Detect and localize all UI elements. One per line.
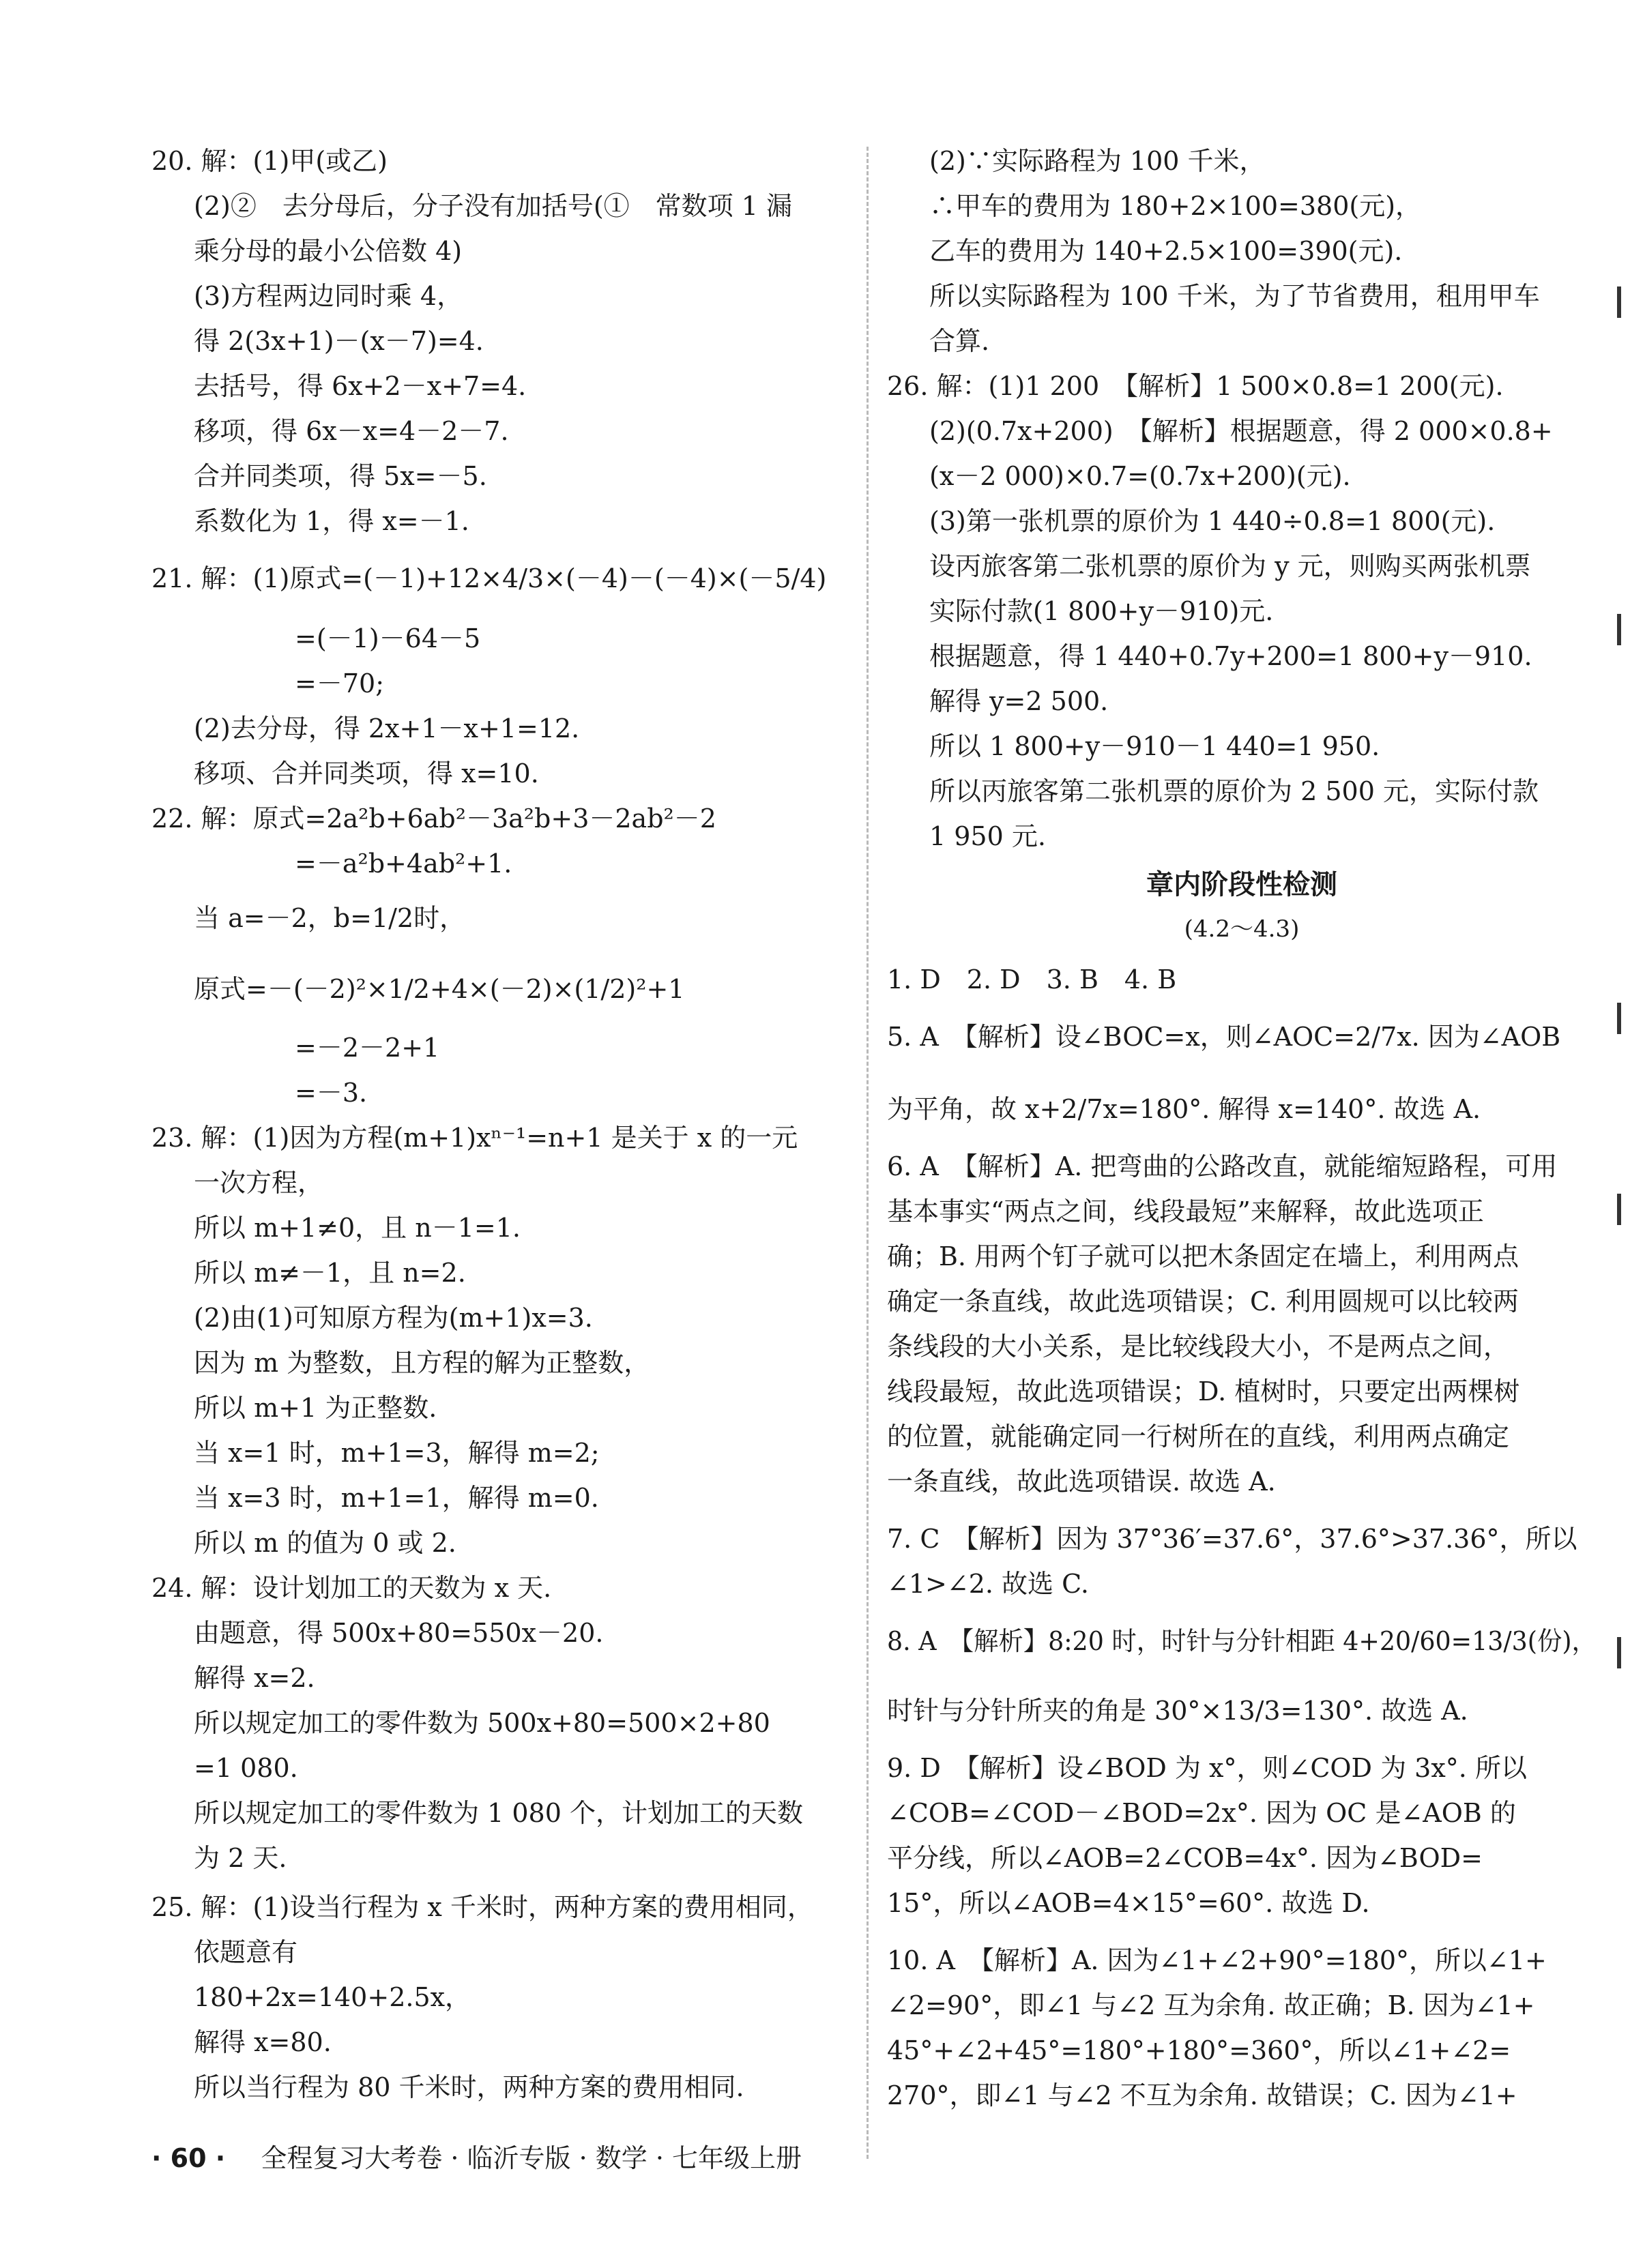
text-line: 为 2 天.	[194, 1843, 287, 1873]
page-number: · 60 ·	[151, 2143, 226, 2173]
text-line: 10. A 【解析】A. 因为∠1+∠2+90°=180°，所以∠1+	[887, 1945, 1547, 1975]
text-line: 9. D 【解析】设∠BOD 为 x°，则∠COD 为 3x°. 所以	[887, 1753, 1527, 1783]
text-line: 所以实际路程为 100 千米，为了节省费用，租用甲车	[929, 281, 1540, 311]
text-line: (2)② 去分母后，分子没有加括号(① 常数项 1 漏	[194, 191, 792, 221]
footer-title: 全程复习大考卷 · 临沂专版 · 数学 · 七年级上册	[261, 2143, 802, 2173]
text-line: 所以规定加工的零件数为 500x+80=500×2+80	[194, 1708, 770, 1738]
text-line: 所以丙旅客第二张机票的原价为 2 500 元，实际付款	[929, 776, 1539, 806]
text-line: 所以 m+1 为正整数.	[194, 1393, 437, 1423]
text-line: 45°+∠2+45°=180°+180°=360°，所以∠1+∠2=	[887, 2035, 1511, 2065]
text-line: 由题意，得 500x+80=550x－20.	[194, 1618, 604, 1648]
margin-mark	[1617, 1637, 1621, 1668]
text-line: 原式=－(－2)²×1/2+4×(－2)×(1/2)²+1	[194, 974, 685, 1004]
column-divider	[867, 147, 869, 2159]
text-line: 平分线，所以∠AOB=2∠COB=4x°. 因为∠BOD=	[887, 1843, 1483, 1873]
text-line: (3)方程两边同时乘 4，	[194, 281, 463, 311]
margin-mark	[1617, 1003, 1621, 1034]
text-line: 乙车的费用为 140+2.5×100=390(元).	[929, 236, 1403, 266]
text-line: 5. A 【解析】设∠BOC=x，则∠AOC=2/7x. 因为∠AOB	[887, 1022, 1561, 1052]
text-line: 依题意有	[194, 1937, 298, 1967]
text-line: 当 a=－2，b=1/2时，	[194, 903, 466, 933]
text-line: (3)第一张机票的原价为 1 440÷0.8=1 800(元).	[929, 506, 1496, 536]
text-line: 270°，即∠1 与∠2 不互为余角. 故错误；C. 因为∠1+	[887, 2080, 1517, 2110]
text-line: 一次方程，	[194, 1168, 324, 1198]
text-line: =－2－2+1	[295, 1033, 440, 1063]
text-line: 解得 x=2.	[194, 1663, 315, 1693]
text-line: 确定一条直线，故此选项错误；C. 利用圆规可以比较两	[887, 1286, 1519, 1316]
text-line: (2)(0.7x+200) 【解析】根据题意，得 2 000×0.8+	[929, 416, 1553, 446]
text-line: 20. 解：(1)甲(或乙)	[151, 146, 388, 176]
text-line: 条线段的大小关系，是比较线段大小，不是两点之间，	[887, 1331, 1510, 1361]
text-line: 去括号，得 6x+2－x+7=4.	[194, 371, 527, 401]
section-title: 章内阶段性检测	[1146, 869, 1337, 900]
text-line: 22. 解：原式=2a²b+6ab²－3a²b+3－2ab²－2	[151, 804, 716, 834]
text-line: 所以 m+1≠0，且 n－1=1.	[194, 1213, 521, 1243]
text-line: 所以 m≠－1，且 n=2.	[194, 1258, 466, 1288]
text-line: 26. 解：(1)1 200 【解析】1 500×0.8=1 200(元).	[887, 371, 1504, 401]
text-line: 8. A 【解析】8:20 时，时针与分针相距 4+20/60=13/3(份)，	[887, 1626, 1597, 1656]
text-line: 得 2(3x+1)－(x－7)=4.	[194, 326, 484, 356]
text-line: 的位置，就能确定同一行树所在的直线，利用两点确定	[887, 1422, 1510, 1452]
text-line: 解得 x=80.	[194, 2027, 332, 2057]
text-line: =－a²b+4ab²+1.	[295, 849, 512, 879]
text-line: 当 x=1 时，m+1=3，解得 m=2;	[194, 1438, 600, 1468]
text-line: 系数化为 1，得 x=－1.	[194, 506, 469, 536]
text-line: 一条直线，故此选项错误. 故选 A.	[887, 1467, 1276, 1497]
text-line: 时针与分针所夹的角是 30°×13/3=130°. 故选 A.	[887, 1696, 1468, 1726]
text-line: 所以当行程为 80 千米时，两种方案的费用相同.	[194, 2072, 744, 2102]
text-line: 根据题意，得 1 440+0.7y+200=1 800+y－910.	[929, 641, 1532, 671]
text-line: 所以 m 的值为 0 或 2.	[194, 1528, 456, 1558]
margin-mark	[1617, 286, 1621, 318]
text-line: (2)由(1)可知原方程为(m+1)x=3.	[194, 1303, 593, 1333]
text-line: ∠COB=∠COD－∠BOD=2x°. 因为 OC 是∠AOB 的	[887, 1798, 1516, 1828]
text-line: 23. 解：(1)因为方程(m+1)xⁿ⁻¹=n+1 是关于 x 的一元	[151, 1123, 798, 1153]
text-line: 所以 1 800+y－910－1 440=1 950.	[929, 731, 1380, 761]
section-subtitle: (4.2～4.3)	[1184, 915, 1300, 943]
text-line: 因为 m 为整数，且方程的解为正整数，	[194, 1348, 650, 1378]
text-line: =(－1)－64－5	[295, 623, 481, 653]
text-line: 设丙旅客第二张机票的原价为 y 元，则购买两张机票	[929, 551, 1531, 581]
text-line: 合算.	[929, 326, 990, 356]
text-line: 24. 解：设计划加工的天数为 x 天.	[151, 1573, 552, 1603]
text-line: ∴甲车的费用为 180+2×100=380(元)，	[929, 191, 1422, 221]
text-line: 确；B. 用两个钉子就可以把木条固定在墙上，利用两点	[887, 1241, 1519, 1271]
margin-mark	[1617, 614, 1621, 645]
text-line: 1 950 元.	[929, 821, 1046, 851]
text-line: 解得 y=2 500.	[929, 686, 1109, 716]
text-line: ∠1>∠2. 故选 C.	[887, 1569, 1089, 1599]
text-line: (x－2 000)×0.7=(0.7x+200)(元).	[929, 461, 1351, 491]
text-line: 线段最短，故此选项错误；D. 植树时，只要定出两棵树	[887, 1376, 1520, 1407]
text-line: 合并同类项，得 5x=－5.	[194, 461, 487, 491]
text-line: ∠2=90°，即∠1 与∠2 互为余角. 故正确；B. 因为∠1+	[887, 1990, 1535, 2020]
text-line: 所以规定加工的零件数为 1 080 个，计划加工的天数	[194, 1798, 803, 1828]
text-line: 为平角，故 x+2/7x=180°. 解得 x=140°. 故选 A.	[887, 1094, 1481, 1124]
text-line: =－70;	[295, 668, 384, 698]
margin-mark	[1617, 1194, 1621, 1225]
text-line: 25. 解：(1)设当行程为 x 千米时，两种方案的费用相同，	[151, 1892, 813, 1922]
text-line: 乘分母的最小公倍数 4)	[194, 236, 463, 266]
text-line: =1 080.	[194, 1753, 298, 1783]
text-line: 移项，得 6x－x=4－2－7.	[194, 416, 509, 446]
text-line: 实际付款(1 800+y－910)元.	[929, 596, 1274, 626]
text-line: 移项、合并同类项，得 x=10.	[194, 759, 539, 789]
text-line: 当 x=3 时，m+1=1，解得 m=0.	[194, 1483, 599, 1513]
text-line: 7. C 【解析】因为 37°36′=37.6°，37.6°>37.36°，所以	[887, 1524, 1577, 1554]
page-footer	[151, 2142, 802, 2175]
text-line: =－3.	[295, 1078, 368, 1108]
text-line: 21. 解：(1)原式=(－1)+12×4/3×(－4)－(－4)×(－5/4)	[151, 563, 827, 593]
text-line: 15°，所以∠AOB=4×15°=60°. 故选 D.	[887, 1888, 1370, 1918]
text-line: (2)去分母，得 2x+1－x+1=12.	[194, 713, 580, 743]
text-line: (2)∵实际路程为 100 千米，	[929, 146, 1266, 176]
text-line: 180+2x=140+2.5x，	[194, 1982, 471, 2012]
text-line: 基本事实“两点之间，线段最短”来解释，故此选项正	[887, 1196, 1484, 1226]
text-line: 1. D 2. D 3. B 4. B	[887, 964, 1177, 995]
text-line: 6. A 【解析】A. 把弯曲的公路改直，就能缩短路程，可用	[887, 1151, 1558, 1181]
